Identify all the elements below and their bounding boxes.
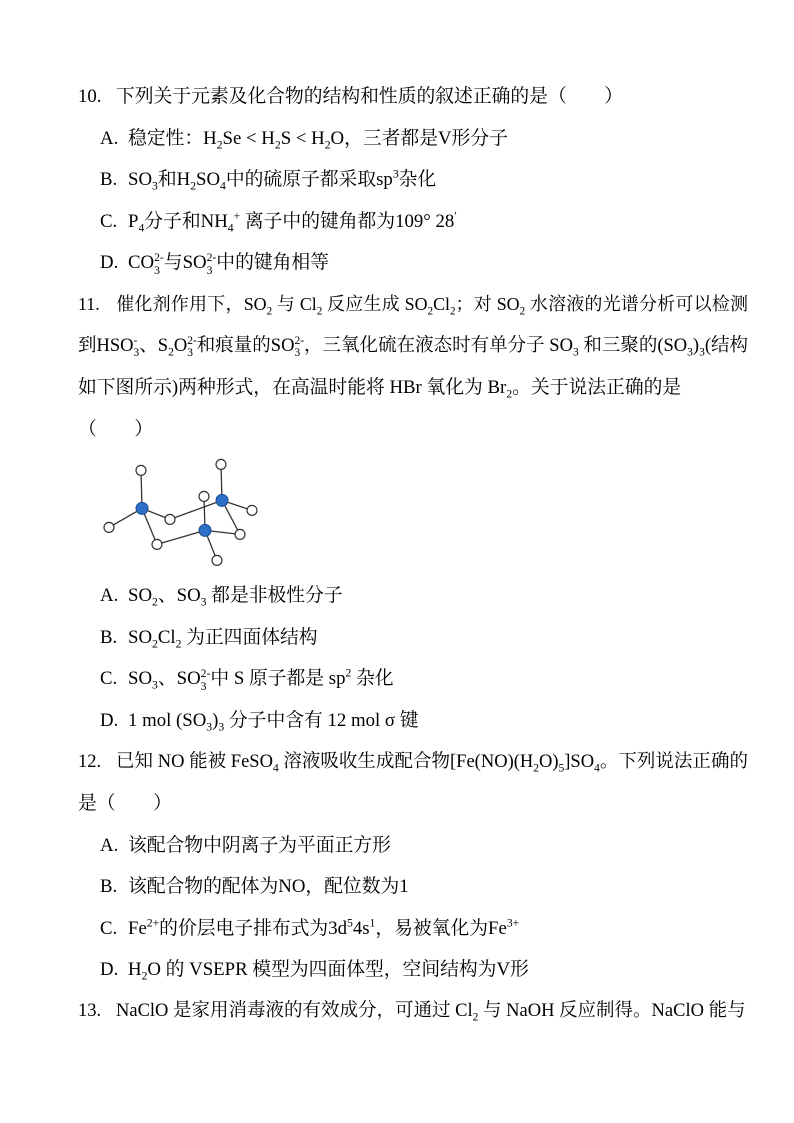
option-label: D. — [100, 709, 119, 731]
superscript: 2 — [345, 666, 352, 680]
text-run: 中的键角相等 — [216, 252, 329, 274]
text-run: 都是非极性分子 — [206, 585, 343, 607]
stacked-sub-superscript — [207, 252, 217, 276]
subscript: 2 — [472, 1011, 479, 1024]
subscript: 2 — [533, 762, 539, 775]
text-run: 、S — [139, 335, 169, 356]
option-c — [100, 658, 748, 700]
oxygen-atom — [212, 556, 222, 566]
text-run: ；对 SO — [455, 293, 520, 314]
text-run: 溶液吸收生成配合物[Fe(NO)(H — [278, 751, 534, 772]
subscript: 2 — [274, 138, 281, 152]
text-run: Se < H — [222, 127, 275, 149]
superscript: - — [133, 334, 138, 347]
subscript: 2 — [175, 637, 182, 651]
option-label: A. — [100, 585, 119, 607]
option-b — [100, 866, 748, 908]
text-run: NaClO 是家用消毒液的有效成分，可通过 Cl — [116, 1001, 473, 1022]
superscript: ′ — [454, 209, 457, 223]
text-run: ，易被氧化为Fe — [375, 917, 507, 939]
text-run: ]SO — [564, 751, 595, 772]
option-c — [100, 908, 748, 950]
option-b — [100, 159, 748, 201]
subscript: 2 — [450, 305, 456, 318]
option-label: B. — [100, 876, 118, 898]
superscript: 2+ — [146, 916, 160, 930]
text-run: 到HSO — [78, 335, 134, 356]
option-c — [100, 201, 748, 243]
subscript: 2 — [316, 305, 323, 318]
text-run: 离子中的键角都为109° 28 — [240, 210, 455, 232]
text-run: 。关于说法正确的是 — [512, 377, 682, 399]
text-run: CO — [128, 252, 155, 274]
oxygen-atom — [136, 466, 146, 476]
text-run: 和痕量的SO — [196, 335, 295, 356]
sulfur-atom — [216, 495, 228, 507]
text-run: O，三者都是V形分子 — [330, 127, 508, 149]
subscript: 3 — [187, 346, 193, 359]
text-run: Fe — [128, 917, 147, 939]
question-stem-line — [78, 783, 748, 825]
subscript: 4 — [227, 221, 234, 235]
text-run: H — [128, 959, 142, 981]
subscript: 3 — [572, 346, 579, 359]
option-text — [128, 918, 519, 939]
option-d — [100, 242, 748, 284]
option-text — [128, 709, 419, 734]
superscript: 5 — [346, 916, 353, 930]
option-text — [128, 666, 394, 693]
superscript: 2- — [154, 251, 164, 265]
subscript: 3 — [294, 346, 301, 359]
text-run: 催化剂作用下，SO — [116, 293, 267, 314]
text-run: 、SO — [157, 585, 201, 607]
option-b — [100, 617, 748, 659]
text-run: 已知 NO 能被 FeSO — [116, 751, 273, 772]
oxygen-atom — [104, 523, 114, 533]
subscript: 4 — [272, 762, 279, 775]
text-run: SO — [196, 169, 221, 191]
option-label: C. — [100, 668, 118, 690]
text-run: O — [173, 335, 188, 356]
option-d — [100, 949, 748, 991]
subscript: 2 — [152, 637, 158, 651]
sulfur-atom — [199, 525, 211, 537]
stacked-sub-superscript — [201, 668, 211, 692]
subscript: 3 — [218, 720, 225, 734]
option-text — [128, 585, 343, 609]
superscript: 1 — [369, 916, 376, 930]
text-run: 的价层电子排布式为3d — [159, 917, 347, 939]
option-a — [100, 575, 748, 617]
text-run: ，三氧化硫在液态时有单分子 SO — [304, 335, 573, 356]
superscript: 2- — [200, 667, 211, 681]
subscript: 3 — [152, 179, 158, 193]
text-run: O) — [538, 751, 559, 772]
text-run: 为正四面体结构 — [181, 626, 318, 648]
option-label: C. — [100, 917, 118, 939]
option-a — [100, 825, 748, 867]
text-run: 水溶液的光谱分析可以检测 — [525, 293, 748, 314]
option-d — [100, 700, 748, 742]
question-number: 13. — [78, 1001, 102, 1022]
option-a — [100, 118, 748, 160]
text-run: 稳定性：H — [128, 127, 217, 149]
text-run: ) — [212, 709, 219, 731]
subscript: 3 — [133, 346, 140, 359]
text-run: SO — [128, 169, 153, 191]
text-run: （ ） — [78, 418, 154, 440]
stacked-sub-superscript — [154, 252, 164, 276]
subscript: 3 — [200, 595, 207, 609]
subscript: 2 — [324, 138, 331, 152]
subscript: 3 — [200, 679, 207, 693]
subscript: 2 — [519, 305, 526, 318]
bond-lines — [109, 465, 252, 561]
subscript: 2 — [427, 305, 434, 318]
option-text — [128, 127, 508, 152]
superscript: 3 — [392, 167, 399, 181]
subscript: 3 — [152, 678, 158, 692]
text-run: 、SO — [157, 668, 201, 690]
superscript: + — [233, 209, 241, 223]
text-run: 杂化 — [398, 169, 437, 191]
text-run: SO — [128, 626, 153, 648]
question-12 — [0, 742, 794, 992]
subscript: 5 — [558, 762, 565, 775]
question-stem-line — [78, 76, 748, 118]
question-stem-line — [78, 367, 748, 409]
subscript: 3 — [206, 263, 213, 277]
stacked-sub-superscript — [294, 335, 304, 359]
text-run: 与 NaOH 反应制得。NaClO 能与 — [478, 1001, 746, 1022]
subscript: 2 — [141, 970, 148, 984]
question-11 — [0, 284, 794, 742]
text-run: P — [128, 210, 139, 232]
question-stem-line — [78, 284, 748, 326]
question-stem-line — [78, 326, 748, 368]
oxygen-atom — [216, 460, 226, 470]
option-text — [128, 251, 329, 277]
text-run: 该配合物的配体为NO，配位数为1 — [128, 876, 409, 898]
subscript: 2 — [190, 179, 197, 193]
option-text — [128, 959, 529, 984]
option-text — [128, 167, 437, 193]
question-10 — [0, 76, 794, 284]
question-stem-text — [116, 293, 748, 318]
subscript: 3 — [206, 720, 213, 734]
subscript: 2 — [266, 305, 273, 318]
text-run: 中的硫原子都采取sp — [225, 169, 393, 191]
option-label: B. — [100, 626, 118, 648]
superscript: 2- — [206, 251, 217, 265]
text-run: 反应生成 SO — [322, 293, 428, 314]
option-label: A. — [100, 127, 119, 149]
text-run: 杂化 — [351, 668, 394, 690]
text-run: 和H — [157, 169, 191, 191]
text-run: 与 Cl — [272, 293, 317, 314]
question-stem-text — [116, 751, 748, 775]
sulfur-atom — [136, 503, 148, 515]
text-run: 是（ ） — [78, 793, 172, 815]
question-stem-line — [78, 991, 748, 1033]
superscript: 2- — [187, 334, 197, 347]
stacked-sub-superscript — [187, 335, 197, 359]
bond — [170, 501, 222, 520]
question-stem-text — [78, 334, 748, 359]
oxygen-atom — [247, 506, 257, 516]
text-run: 。下列说法正确的 — [599, 751, 748, 772]
option-label: C. — [100, 210, 118, 232]
question-stem-text — [116, 86, 623, 107]
text-run: 1 mol (SO — [128, 709, 207, 731]
oxygen-atom — [165, 515, 175, 525]
question-number: 12. — [78, 751, 102, 772]
answer-bracket-line — [78, 409, 748, 451]
option-text — [128, 876, 409, 897]
subscript: 2 — [216, 138, 223, 152]
text-run: O 的 VSEPR 模型为四面体型，空间结构为V形 — [147, 959, 529, 981]
subscript: 2 — [152, 595, 158, 609]
text-run: 下列关于元素及化合物的结构和性质的叙述正确的是（ ） — [116, 86, 624, 107]
subscript: 2 — [168, 346, 174, 359]
text-run: 分子中含有 12 mol σ 键 — [224, 709, 419, 731]
option-label: D. — [100, 252, 119, 274]
superscript: 3+ — [506, 916, 520, 930]
question-stem-text — [78, 377, 682, 401]
question-number: 10. — [78, 86, 102, 107]
text-run: Cl — [433, 293, 450, 314]
text-run: 4s — [352, 917, 370, 939]
text-run: 中 S 原子都是 sp — [210, 668, 346, 690]
text-run: 如下图所示)两种形式，在高温时能将 HBr 氧化为 Br — [78, 377, 507, 399]
text-run: SO — [128, 585, 153, 607]
option-text — [128, 835, 391, 856]
oxygen-atom — [235, 530, 245, 540]
option-label: B. — [100, 169, 118, 191]
option-label: A. — [100, 834, 119, 856]
question-stem-text — [78, 793, 172, 814]
question-stem-line — [78, 742, 748, 784]
bond — [157, 531, 205, 545]
subscript: 4 — [594, 762, 600, 775]
text-run: S < H — [280, 127, 325, 149]
text-run: Cl — [157, 626, 176, 648]
text-run: 与SO — [163, 252, 207, 274]
so3-trimer-molecule-diagram — [95, 450, 265, 575]
text-run: 分子和NH — [144, 210, 228, 232]
text-run: 该配合物中阴离子为平面正方形 — [128, 834, 391, 856]
answer-bracket — [78, 419, 153, 440]
so3-trimer-structure-figure — [0, 450, 794, 575]
text-run: (结构 — [704, 335, 748, 356]
subscript: 3 — [687, 346, 693, 359]
oxygen-atom — [152, 540, 162, 550]
text-run: ) — [692, 335, 700, 356]
option-text — [128, 626, 318, 651]
superscript: 2- — [294, 334, 305, 347]
text-run: 和三聚的(SO — [578, 335, 688, 356]
subscript: 4 — [138, 221, 145, 235]
text-run: SO — [128, 668, 153, 690]
oxygen-atom — [199, 492, 209, 502]
subscript: 4 — [220, 179, 226, 193]
subscript: 3 — [154, 263, 160, 277]
subscript: 3 — [699, 346, 705, 359]
question-number: 11. — [78, 293, 100, 314]
option-label: D. — [100, 959, 119, 981]
question-stem-text — [116, 1001, 746, 1024]
subscript: 2 — [506, 387, 513, 401]
question-13 — [0, 991, 794, 1033]
option-text — [128, 209, 457, 235]
